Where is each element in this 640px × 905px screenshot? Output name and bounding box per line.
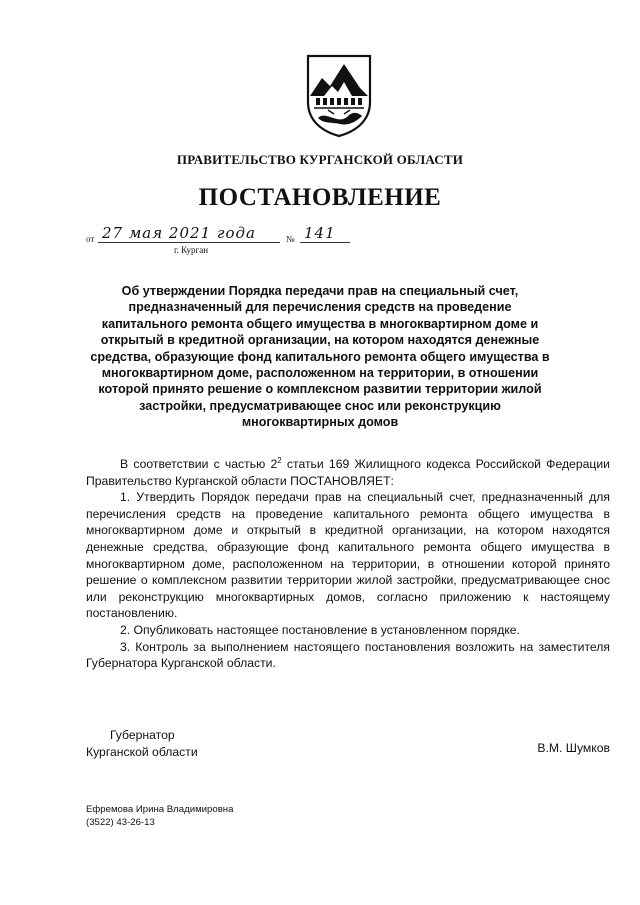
signatory-name: В.М. Шумков bbox=[537, 741, 610, 755]
item-2-paragraph: 2. Опубликовать настоящее постановление в установленном порядке. bbox=[120, 622, 520, 637]
document-body bbox=[86, 456, 610, 672]
date-underline bbox=[98, 242, 280, 243]
executor-name: Ефремова Ирина Владимировна bbox=[86, 804, 234, 815]
handwritten-date: 27 мая 2021 года bbox=[102, 224, 256, 242]
handwritten-number: 141 bbox=[304, 224, 336, 242]
coat-of-arms-emblem bbox=[304, 52, 374, 138]
number-label: № bbox=[286, 234, 295, 244]
document-title: Об утверждении Порядка передачи прав на специальный счет, предназначенный для перечисления средств на проведение капитального ремонта общего имущества в многоквартирном доме и открытый в кредитной организации, на котором находятся денежные средства, образующие фонд капитального ремонта общего имущества в многоквартирном доме, расположенном на территории, в отношении которой принято решение о комплексном развитии территории жилой застройки, предусматривающее снос или реконструкцию многоквартирных домов bbox=[90, 284, 550, 430]
signature-position-line1: Губернатор bbox=[110, 728, 175, 742]
intro-paragraph bbox=[86, 456, 610, 489]
executor-phone: (3522) 43-26-13 bbox=[86, 817, 155, 828]
document-type-heading: ПОСТАНОВЛЕНИЕ bbox=[198, 184, 442, 211]
city-label: г. Курган bbox=[174, 245, 209, 255]
item-1-paragraph: 1. Утвердить Порядок передачи прав на специальный счет, предназначенный для перечисления средств на проведение капитального ремонта общего имущества в многоквартирном доме и открытый в кредитной организации, на котором находятся денежные средства, образующие фонд капитального ремонта общего имущества в многоквартирном доме, расположенном на территории, в отношении которой принято решение о комплексном развитии территории жилой застройки, предусматривающее снос или реконструкцию многоквартирных домов, согласно приложению к настоящему постановлению. bbox=[86, 490, 610, 621]
signature-position bbox=[86, 727, 198, 761]
item-3-paragraph: 3. Контроль за выполнением настоящего постановления возложить на заместителя Губернатора Курганской области. bbox=[86, 639, 610, 671]
government-name: ПРАВИТЕЛЬСТВО КУРГАНСКОЙ ОБЛАСТИ bbox=[176, 152, 464, 167]
executor-block bbox=[86, 803, 233, 829]
intro-superscript: 2 bbox=[277, 456, 282, 465]
document-dateline bbox=[86, 224, 356, 258]
intro-text-start: В соответствии с частью 2 bbox=[120, 457, 278, 471]
intro-text-end: статьи 169 Жилищного кодекса Российской Федерации Правительство Курганской области ПОСТАНОВЛЯЕТ: bbox=[86, 457, 610, 488]
date-from-label: от bbox=[86, 234, 95, 244]
signature-position-line2: Курганской области bbox=[86, 745, 198, 759]
number-underline bbox=[300, 242, 350, 243]
